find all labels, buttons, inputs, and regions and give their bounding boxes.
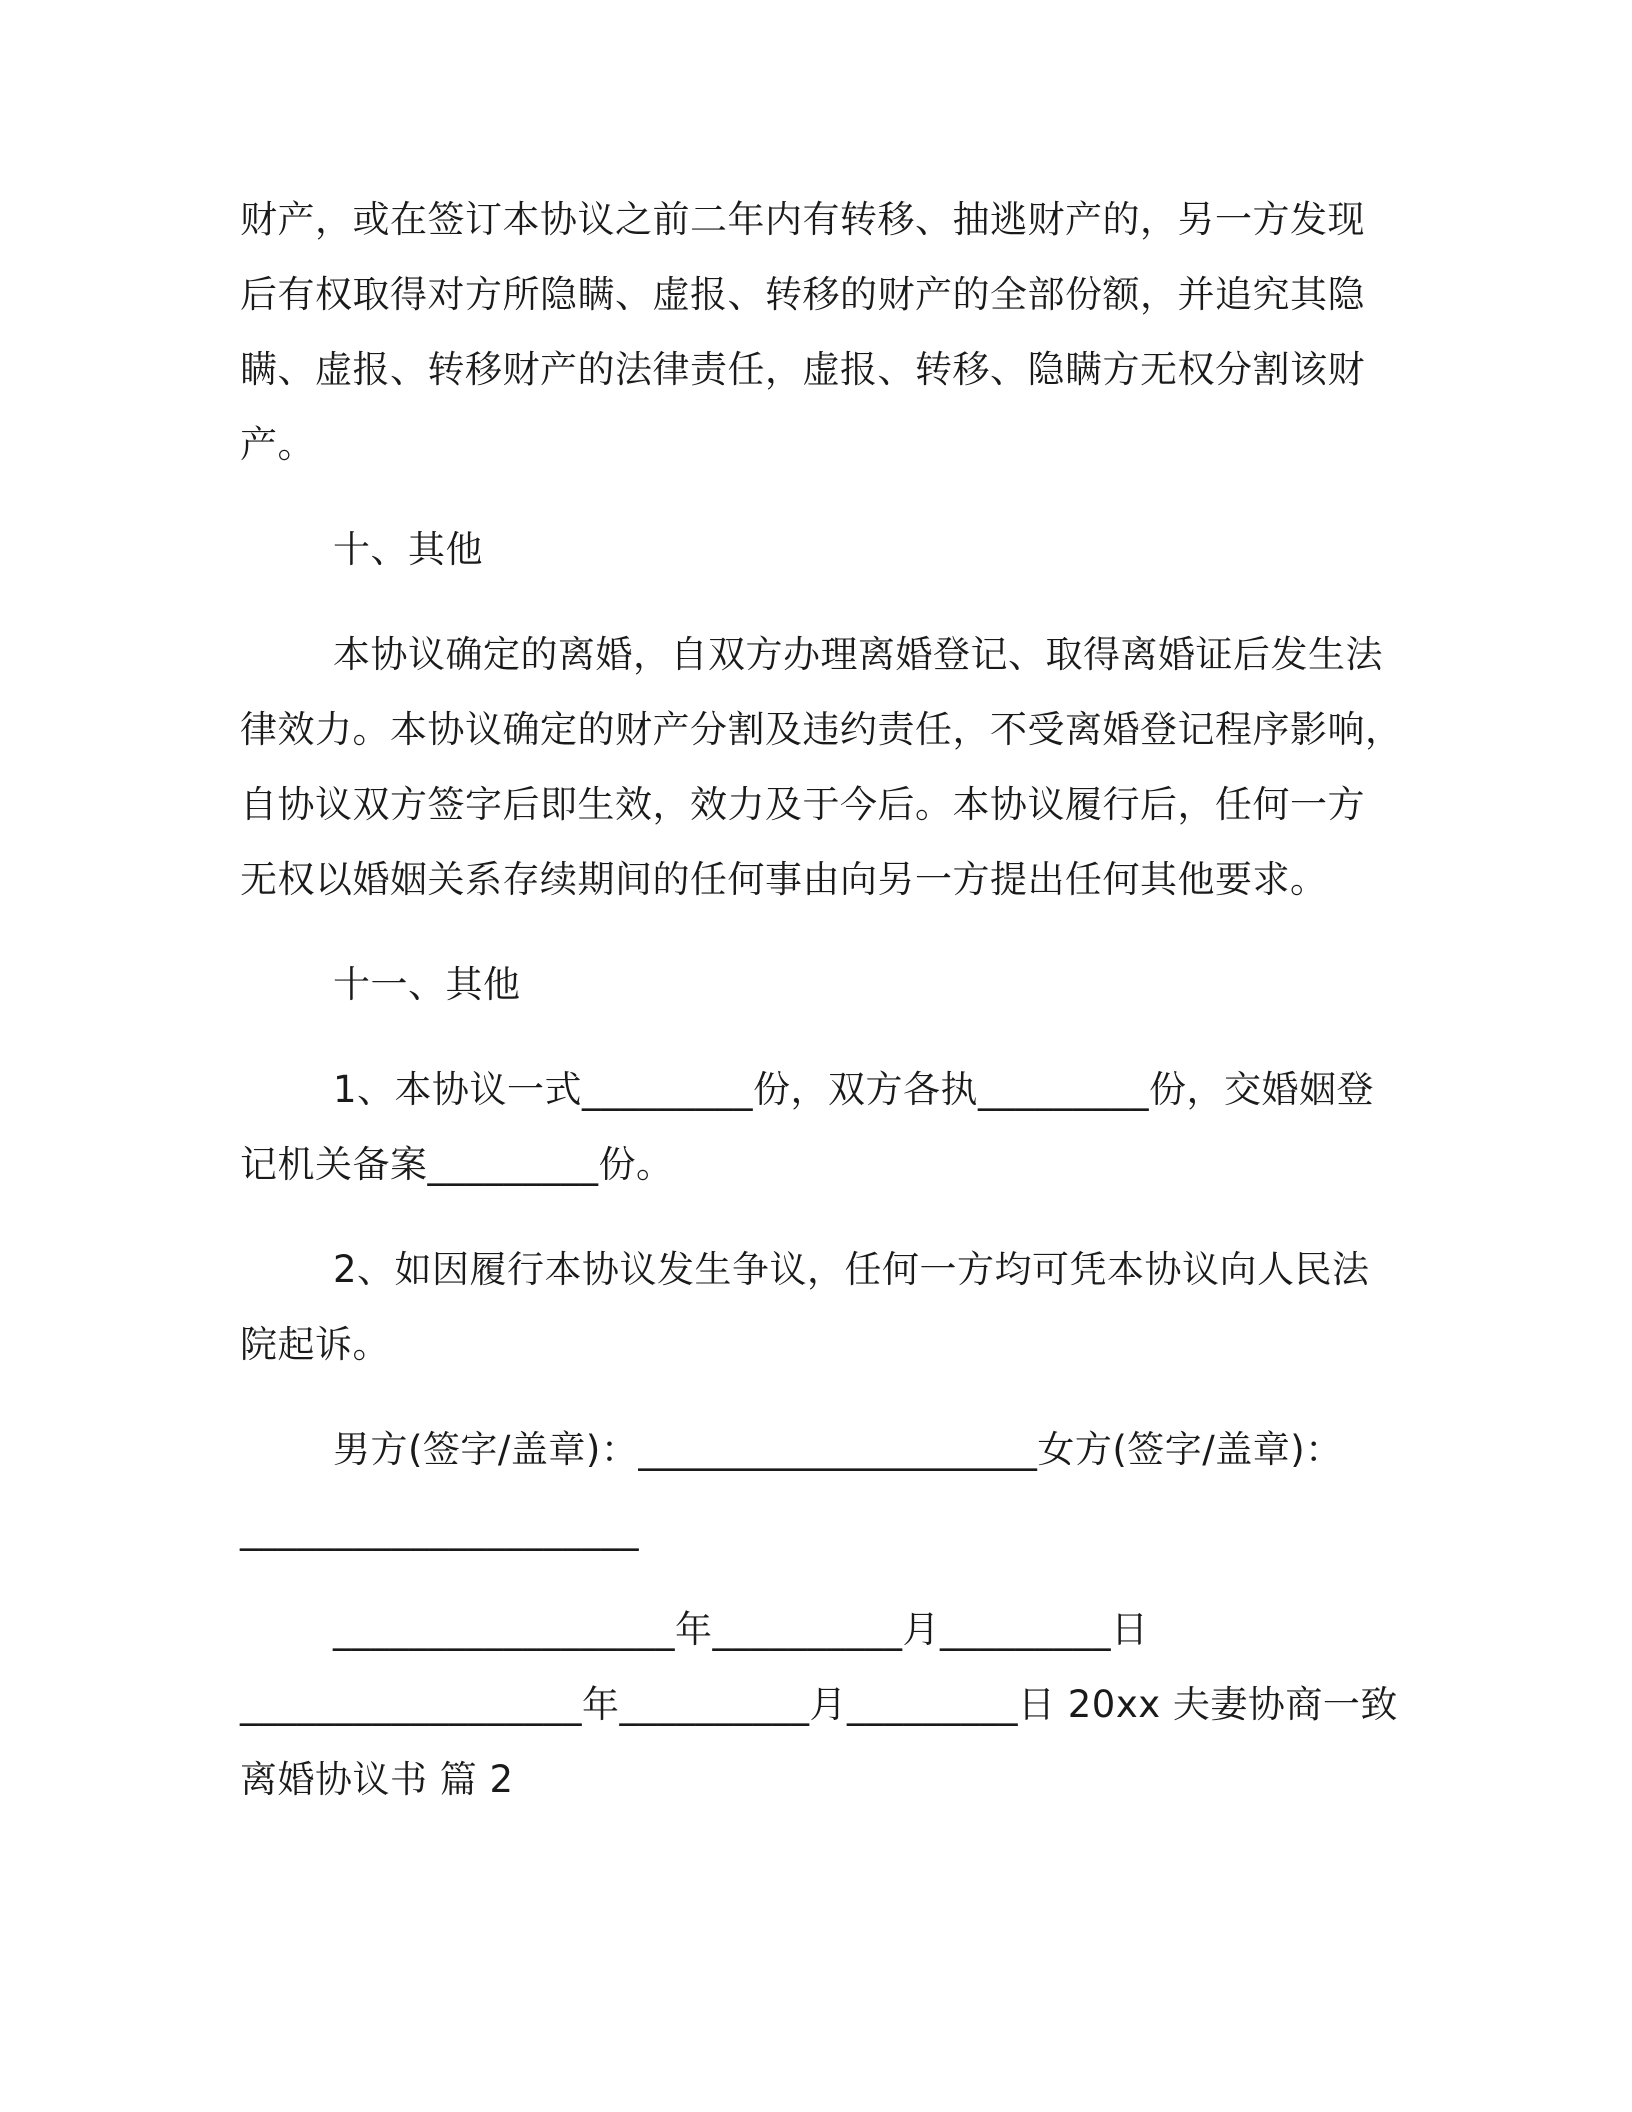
paragraph-line: 后有权取得对方所隐瞒、虚报、转移的财产的全部份额，并追究其隐 — [240, 273, 1365, 316]
section-11-item-2-line: 院起诉。 — [240, 1323, 390, 1366]
section-11-item-1-line: 1、本协议一式_________份，双方各执_________份，交婚姻登 — [333, 1068, 1375, 1111]
date-line: __________________年__________月_________日 20xx 夫妻协商一致 — [240, 1683, 1398, 1726]
section-10-line: 律效力。本协议确定的财产分割及违约责任，不受离婚登记程序影响， — [240, 708, 1403, 751]
signature-blank-line: _____________________ — [240, 1508, 639, 1551]
section-11-item-1-line: 记机关备案_________份。 — [240, 1143, 674, 1186]
section-10-heading: 十、其他 — [333, 528, 483, 571]
signature-line: 男方(签字/盖章)：_____________________女方(签字/盖章)： — [333, 1428, 1343, 1471]
paragraph-line: 瞒、虚报、转移财产的法律责任，虚报、转移、隐瞒方无权分割该财 — [240, 348, 1365, 391]
next-document-title: 离婚协议书 篇 2 — [240, 1758, 514, 1801]
paragraph-line: 产。 — [240, 423, 315, 466]
section-10-line: 本协议确定的离婚，自双方办理离婚登记、取得离婚证后发生法 — [333, 633, 1383, 676]
section-10-line: 自协议双方签字后即生效，效力及于今后。本协议履行后，任何一方 — [240, 783, 1365, 826]
section-11-item-2-line: 2、如因履行本协议发生争议，任何一方均可凭本协议向人民法 — [333, 1248, 1370, 1291]
paragraph-line: 财产，或在签订本协议之前二年内有转移、抽逃财产的，另一方发现 — [240, 198, 1365, 241]
date-line: __________________年__________月_________日 — [333, 1608, 1149, 1651]
section-11-heading: 十一、其他 — [333, 963, 521, 1006]
section-10-line: 无权以婚姻关系存续期间的任何事由向另一方提出任何其他要求。 — [240, 858, 1328, 901]
